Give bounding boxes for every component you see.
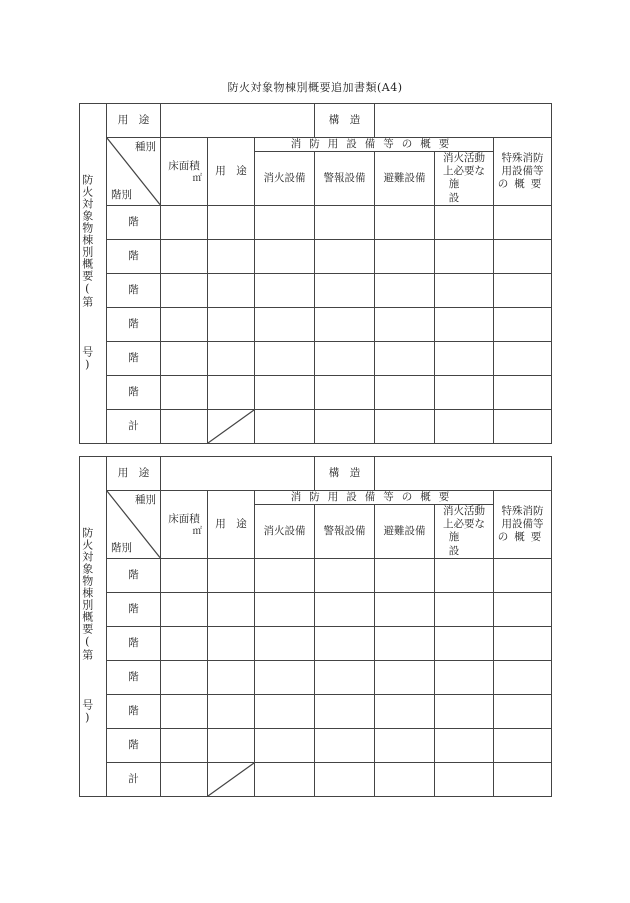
- usage-col-header: 用 途: [208, 138, 255, 206]
- cell[interactable]: [161, 205, 208, 239]
- floor-label: 階: [107, 660, 161, 694]
- floor-label: 階: [107, 592, 161, 626]
- floor-label: 階: [107, 728, 161, 762]
- cell[interactable]: [255, 558, 315, 592]
- cell[interactable]: [315, 375, 375, 409]
- floor-label: 階: [107, 205, 161, 239]
- equipment-summary-header: 消防用設備等の概要: [255, 138, 494, 152]
- document-title: 防火対象物棟別概要追加書類(A4): [227, 81, 403, 94]
- floor-row: [80, 375, 552, 409]
- cell[interactable]: [494, 694, 552, 728]
- cell[interactable]: [435, 592, 494, 626]
- type-label: 種別: [135, 141, 156, 153]
- cell[interactable]: [161, 626, 208, 660]
- cell[interactable]: [161, 307, 208, 341]
- floor-area-header: 床面積 ㎡: [161, 138, 208, 206]
- floor-label: 階: [107, 626, 161, 660]
- alarm-equipment-header: 警報設備: [315, 505, 375, 559]
- cell[interactable]: [494, 592, 552, 626]
- usage-total-diagonal-cell: [208, 409, 255, 443]
- cell[interactable]: [435, 205, 494, 239]
- side-label: 防火対象物棟別概要(第号): [80, 457, 107, 797]
- floor-row: [80, 728, 552, 762]
- floor-label: 階: [107, 273, 161, 307]
- floor-label: 階: [107, 694, 161, 728]
- floor-label: 階: [107, 307, 161, 341]
- floor-label: 階: [107, 341, 161, 375]
- cell[interactable]: [435, 694, 494, 728]
- cell[interactable]: [375, 307, 435, 341]
- cell[interactable]: [375, 762, 435, 796]
- cell[interactable]: [435, 558, 494, 592]
- floor-label: 階: [107, 558, 161, 592]
- cell[interactable]: [208, 205, 255, 239]
- cell[interactable]: [435, 409, 494, 443]
- cell[interactable]: [375, 273, 435, 307]
- cell[interactable]: [315, 660, 375, 694]
- cell[interactable]: [161, 694, 208, 728]
- cell[interactable]: [375, 694, 435, 728]
- cell[interactable]: [435, 375, 494, 409]
- cell[interactable]: [161, 341, 208, 375]
- total-row: [80, 762, 552, 796]
- cell[interactable]: [208, 341, 255, 375]
- total-label: 計: [107, 409, 161, 443]
- floor-row: [80, 239, 552, 273]
- cell[interactable]: [375, 205, 435, 239]
- usage-total-diagonal-cell: [208, 762, 255, 796]
- floor-row: [80, 660, 552, 694]
- cell[interactable]: [315, 558, 375, 592]
- cell[interactable]: [494, 375, 552, 409]
- cell[interactable]: [315, 762, 375, 796]
- structure-label: 構 造: [315, 457, 375, 491]
- cell[interactable]: [375, 558, 435, 592]
- special-equipment-header: 特殊消防 用設備等 の概要: [494, 491, 552, 559]
- cell[interactable]: [494, 273, 552, 307]
- cell[interactable]: [315, 694, 375, 728]
- usage-label: 用 途: [107, 457, 161, 491]
- floor-row: [80, 694, 552, 728]
- evacuation-equipment-header: 避難設備: [375, 152, 435, 206]
- cell[interactable]: [161, 375, 208, 409]
- total-area-cell[interactable]: [161, 409, 208, 443]
- floor-area-header: 床面積 ㎡: [161, 491, 208, 559]
- cell[interactable]: [315, 341, 375, 375]
- usage-input[interactable]: [161, 457, 315, 491]
- cell[interactable]: [255, 592, 315, 626]
- cell[interactable]: [255, 239, 315, 273]
- cell[interactable]: [375, 626, 435, 660]
- structure-label: 構 造: [315, 104, 375, 138]
- cell[interactable]: [255, 307, 315, 341]
- building-summary-table-1: [79, 103, 552, 444]
- cell[interactable]: [315, 728, 375, 762]
- cell[interactable]: [435, 762, 494, 796]
- cell[interactable]: [208, 592, 255, 626]
- cell[interactable]: [315, 307, 375, 341]
- cell[interactable]: [494, 409, 552, 443]
- cell[interactable]: [315, 273, 375, 307]
- cell[interactable]: [161, 592, 208, 626]
- cell[interactable]: [494, 558, 552, 592]
- cell[interactable]: [494, 239, 552, 273]
- cell[interactable]: [315, 239, 375, 273]
- floor-label: 階: [107, 239, 161, 273]
- floor-type-label: 階別: [111, 188, 132, 201]
- type-floor-diagonal-header: [107, 491, 161, 559]
- cell[interactable]: [494, 660, 552, 694]
- cell[interactable]: [161, 273, 208, 307]
- cell[interactable]: [255, 728, 315, 762]
- floor-row: [80, 307, 552, 341]
- cell[interactable]: [435, 341, 494, 375]
- cell[interactable]: [435, 239, 494, 273]
- floor-row: [80, 558, 552, 592]
- floor-row: [80, 626, 552, 660]
- cell[interactable]: [435, 273, 494, 307]
- type-label: 種別: [135, 494, 156, 506]
- cell[interactable]: [255, 626, 315, 660]
- floor-type-label: 階別: [111, 541, 132, 554]
- cell[interactable]: [375, 409, 435, 443]
- cell[interactable]: [375, 239, 435, 273]
- cell[interactable]: [315, 592, 375, 626]
- cell[interactable]: [255, 694, 315, 728]
- cell[interactable]: [375, 592, 435, 626]
- cell[interactable]: [375, 660, 435, 694]
- usage-input[interactable]: [161, 104, 315, 138]
- fire-extinguishing-header: 消火設備: [255, 505, 315, 559]
- cell[interactable]: [494, 626, 552, 660]
- side-label: 防火対象物棟別概要(第号): [80, 104, 107, 444]
- cell[interactable]: [161, 660, 208, 694]
- usage-col-header: 用 途: [208, 491, 255, 559]
- total-area-cell[interactable]: [161, 762, 208, 796]
- cell[interactable]: [208, 660, 255, 694]
- structure-input[interactable]: [375, 104, 552, 138]
- equipment-summary-header: 消防用設備等の概要: [255, 491, 494, 505]
- cell[interactable]: [208, 307, 255, 341]
- cell[interactable]: [255, 273, 315, 307]
- cell[interactable]: [255, 205, 315, 239]
- cell[interactable]: [255, 660, 315, 694]
- cell[interactable]: [435, 660, 494, 694]
- cell[interactable]: [161, 558, 208, 592]
- building-summary-table-2: [79, 456, 552, 797]
- fire-extinguishing-header: 消火設備: [255, 152, 315, 206]
- cell[interactable]: [161, 728, 208, 762]
- cell[interactable]: [494, 307, 552, 341]
- cell[interactable]: [315, 626, 375, 660]
- floor-row: [80, 205, 552, 239]
- total-label: 計: [107, 762, 161, 796]
- evacuation-equipment-header: 避難設備: [375, 505, 435, 559]
- alarm-equipment-header: 警報設備: [315, 152, 375, 206]
- cell[interactable]: [375, 728, 435, 762]
- cell[interactable]: [161, 239, 208, 273]
- cell[interactable]: [375, 375, 435, 409]
- firefighting-facility-header: 消火活動 上必要な 施設: [435, 152, 494, 206]
- floor-row: [80, 273, 552, 307]
- cell[interactable]: [208, 728, 255, 762]
- cell[interactable]: [208, 375, 255, 409]
- usage-label: 用 途: [107, 104, 161, 138]
- cell[interactable]: [208, 626, 255, 660]
- cell[interactable]: [494, 728, 552, 762]
- cell[interactable]: [208, 558, 255, 592]
- cell[interactable]: [255, 762, 315, 796]
- structure-input[interactable]: [375, 457, 552, 491]
- cell[interactable]: [435, 307, 494, 341]
- total-row: [80, 409, 552, 443]
- floor-row: [80, 341, 552, 375]
- cell[interactable]: [315, 205, 375, 239]
- cell[interactable]: [255, 341, 315, 375]
- floor-label: 階: [107, 375, 161, 409]
- cell[interactable]: [375, 341, 435, 375]
- cell[interactable]: [208, 694, 255, 728]
- cell[interactable]: [494, 205, 552, 239]
- firefighting-facility-header: 消火活動 上必要な 施設: [435, 505, 494, 559]
- type-floor-diagonal-header: [107, 138, 161, 206]
- cell[interactable]: [494, 341, 552, 375]
- cell[interactable]: [435, 728, 494, 762]
- floor-row: [80, 592, 552, 626]
- cell[interactable]: [255, 409, 315, 443]
- cell[interactable]: [208, 273, 255, 307]
- special-equipment-header: 特殊消防 用設備等 の概要: [494, 138, 552, 206]
- cell[interactable]: [435, 626, 494, 660]
- cell[interactable]: [494, 762, 552, 796]
- cell[interactable]: [255, 375, 315, 409]
- cell[interactable]: [315, 409, 375, 443]
- cell[interactable]: [208, 239, 255, 273]
